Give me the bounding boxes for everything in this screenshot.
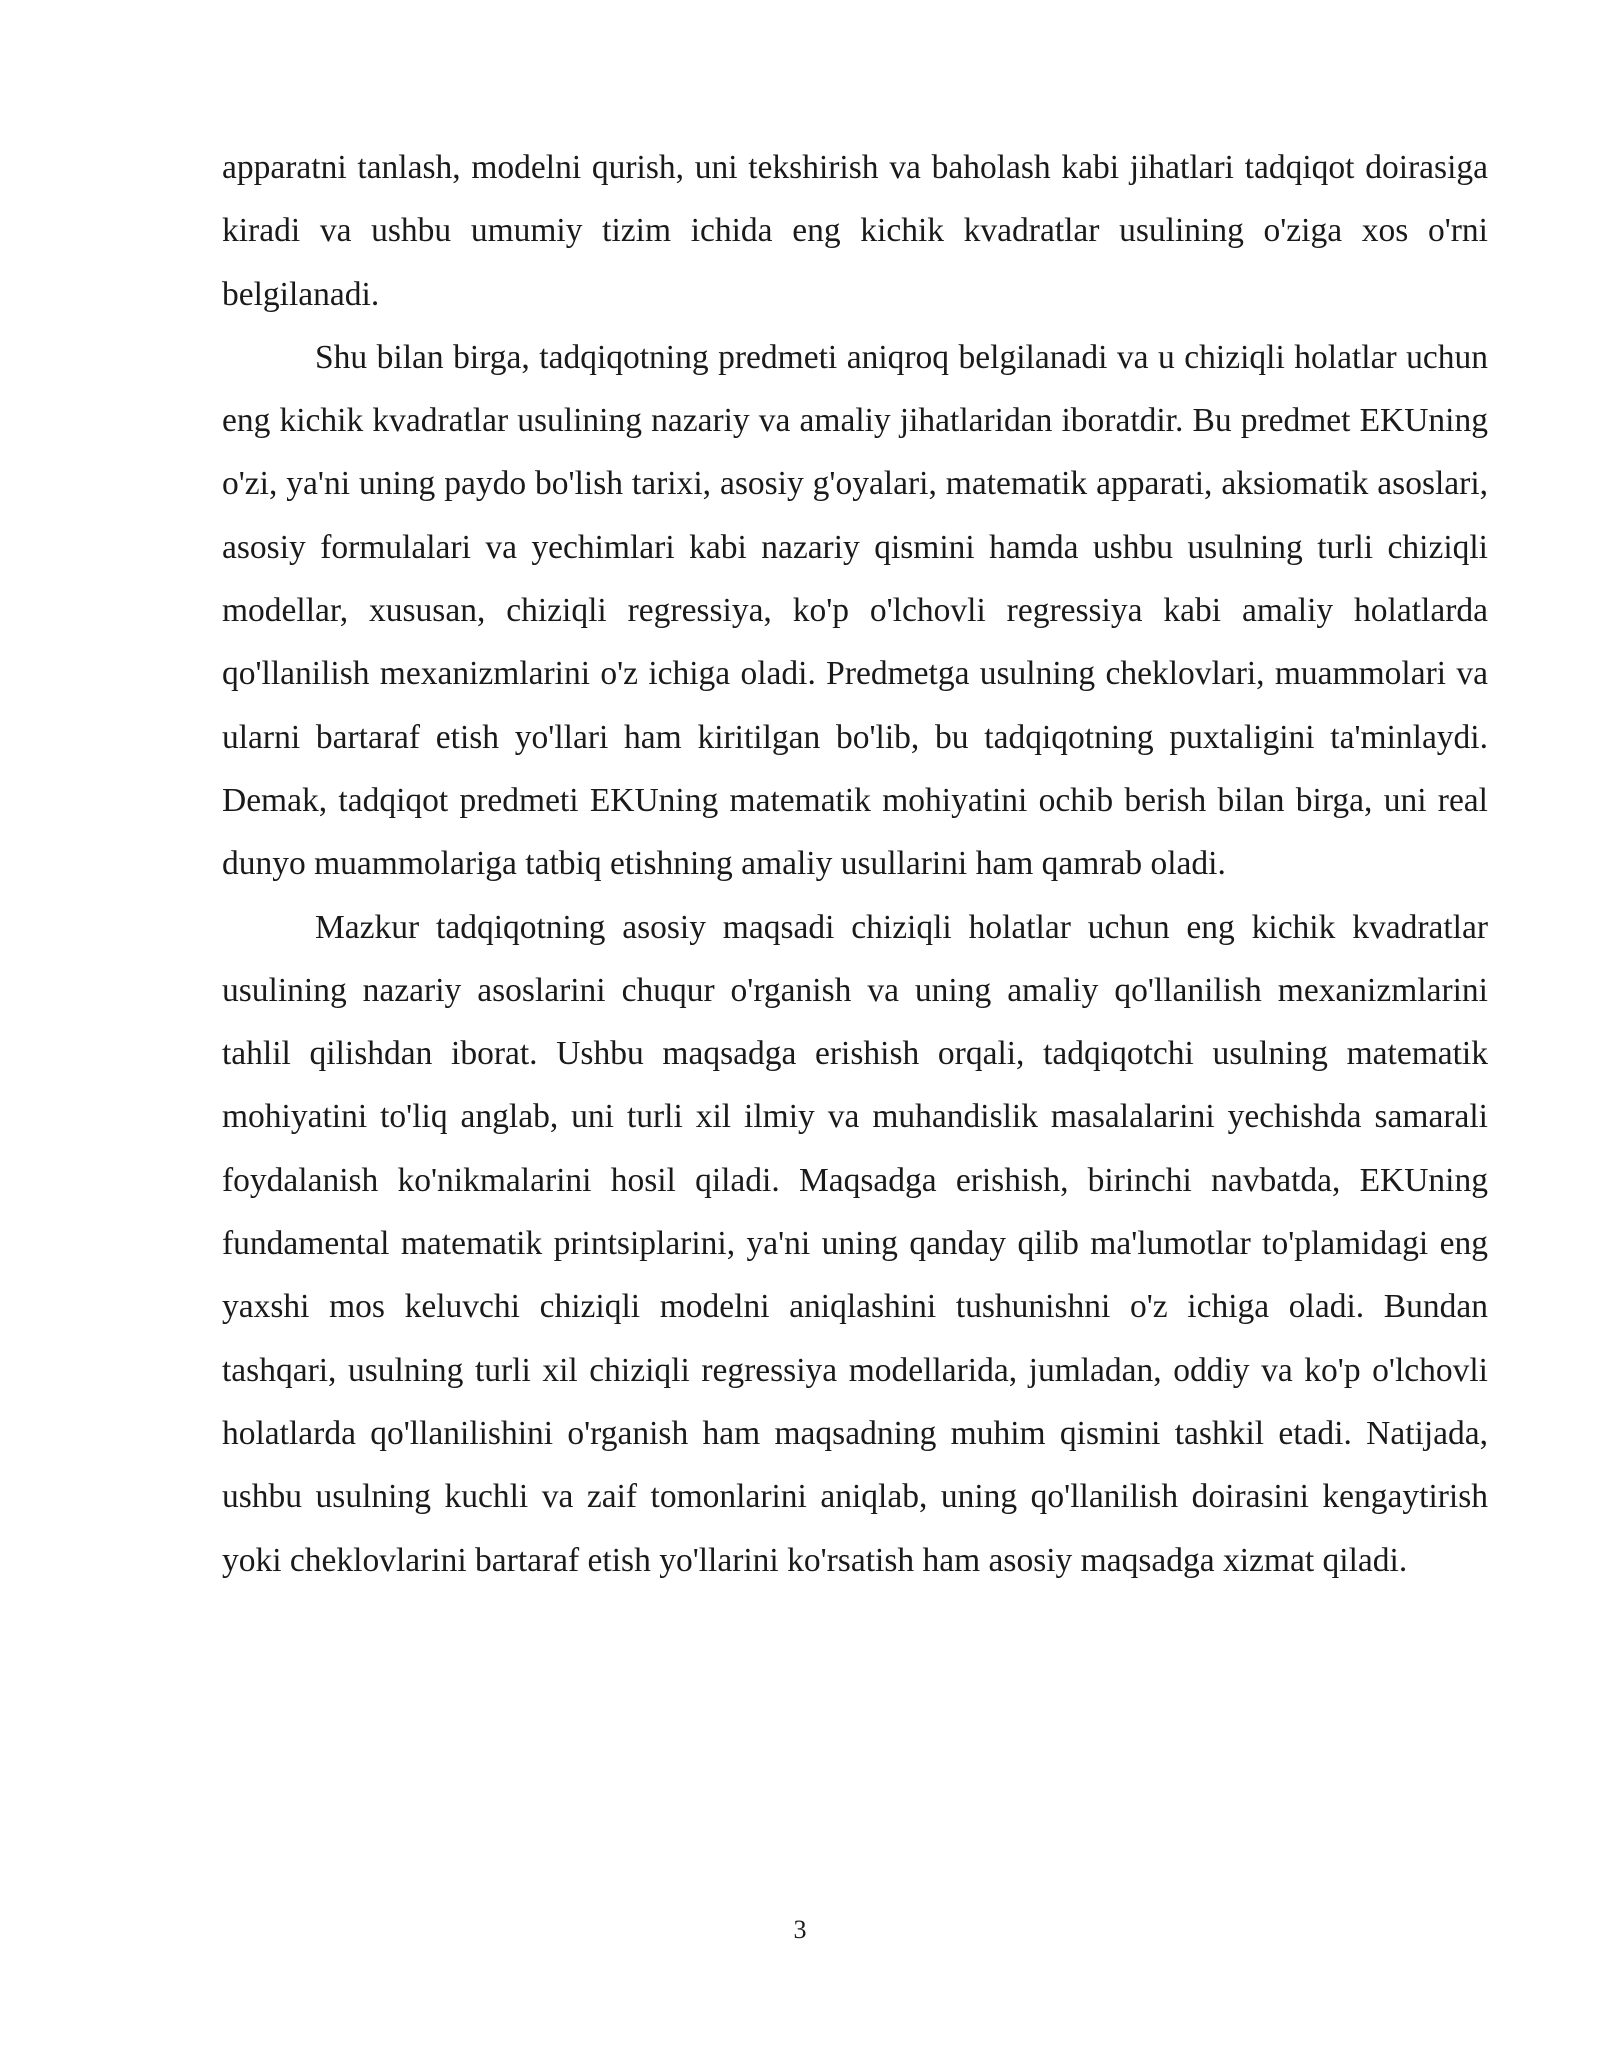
paragraph-continuation: apparatni tanlash, modelni qurish, uni tekshirish va baholash kabi jihatlari tadqiqot doirasiga kiradi va ushbu umumiy tizim ichida eng kichik kvadratlar usulining o'ziga xos o'rni belgilanadi. bbox=[222, 149, 1488, 313]
paragraph-research-goal: Mazkur tadqiqotning asosiy maqsadi chiziqli holatlar uchun eng kichik kvadratlar usulining nazariy asoslarini chuqur o'rganish va uning amaliy qo'llanilish mexanizmlarini tahlil qilishdan iborat. Ushbu maqsadga erishish orqali, tadqiqotchi usulning matematik mohiyatini to'liq anglab, uni turli xil ilmiy va muhandislik masalalarini yechishda samarali foydalanish ko'nikmalarini hosil qiladi. Maqsadga erishish, birinchi navbatda, EKUning fundamental matematik printsiplarini, ya'ni uning qanday qilib ma'lumotlar to'plamidagi eng yaxshi mos keluvchi chiziqli modelni aniqlashini tushunishni o'z ichiga oladi. Bundan tashqari, usulning turli xil chiziqli regressiya modellarida, jumladan, oddiy va ko'p o'lchovli holatlarda qo'llanilishini o'rganish ham maqsadning muhim qismini tashkil etadi. Natijada, ushbu usulning kuchli va zaif tomonlarini aniqlab, uning qo'llanilish doirasini kengaytirish yoki cheklovlarini bartaraf etish yo'llarini ko'rsatish ham asosiy maqsadga xizmat qiladi. bbox=[222, 908, 1488, 1579]
paragraph-research-subject: Shu bilan birga, tadqiqotning predmeti aniqroq belgilanadi va u chiziqli holatlar uchun eng kichik kvadratlar usulining nazariy va amaliy jihatlaridan iboratdir. Bu predmet EKUning o'zi, ya'ni uning paydo bo'lish tarixi, asosiy g'oyalari, matematik apparati, aksiomatik asoslari, asosiy formulalari va yechimlari kabi nazariy qismini hamda ushbu usulning turli chiziqli modellar, xususan, chiziqli regressiya, ko'p o'lchovli regressiya kabi amaliy holatlarda qo'llanilish mexanizmlarini o'z ichiga oladi. Predmetga usulning cheklovlari, muammolari va ularni bartaraf etish yo'llari ham kiritilgan bo'lib, bu tadqiqotning puxtaligini ta'minlaydi. Demak, tadqiqot predmeti EKUning matematik mohiyatini ochib berish bilan birga, uni real dunyo muammolariga tatbiq etishning amaliy usullarini ham qamrab oladi. bbox=[222, 338, 1488, 883]
body-text bbox=[222, 136, 1488, 1592]
page-number: 3 bbox=[793, 1915, 807, 1944]
